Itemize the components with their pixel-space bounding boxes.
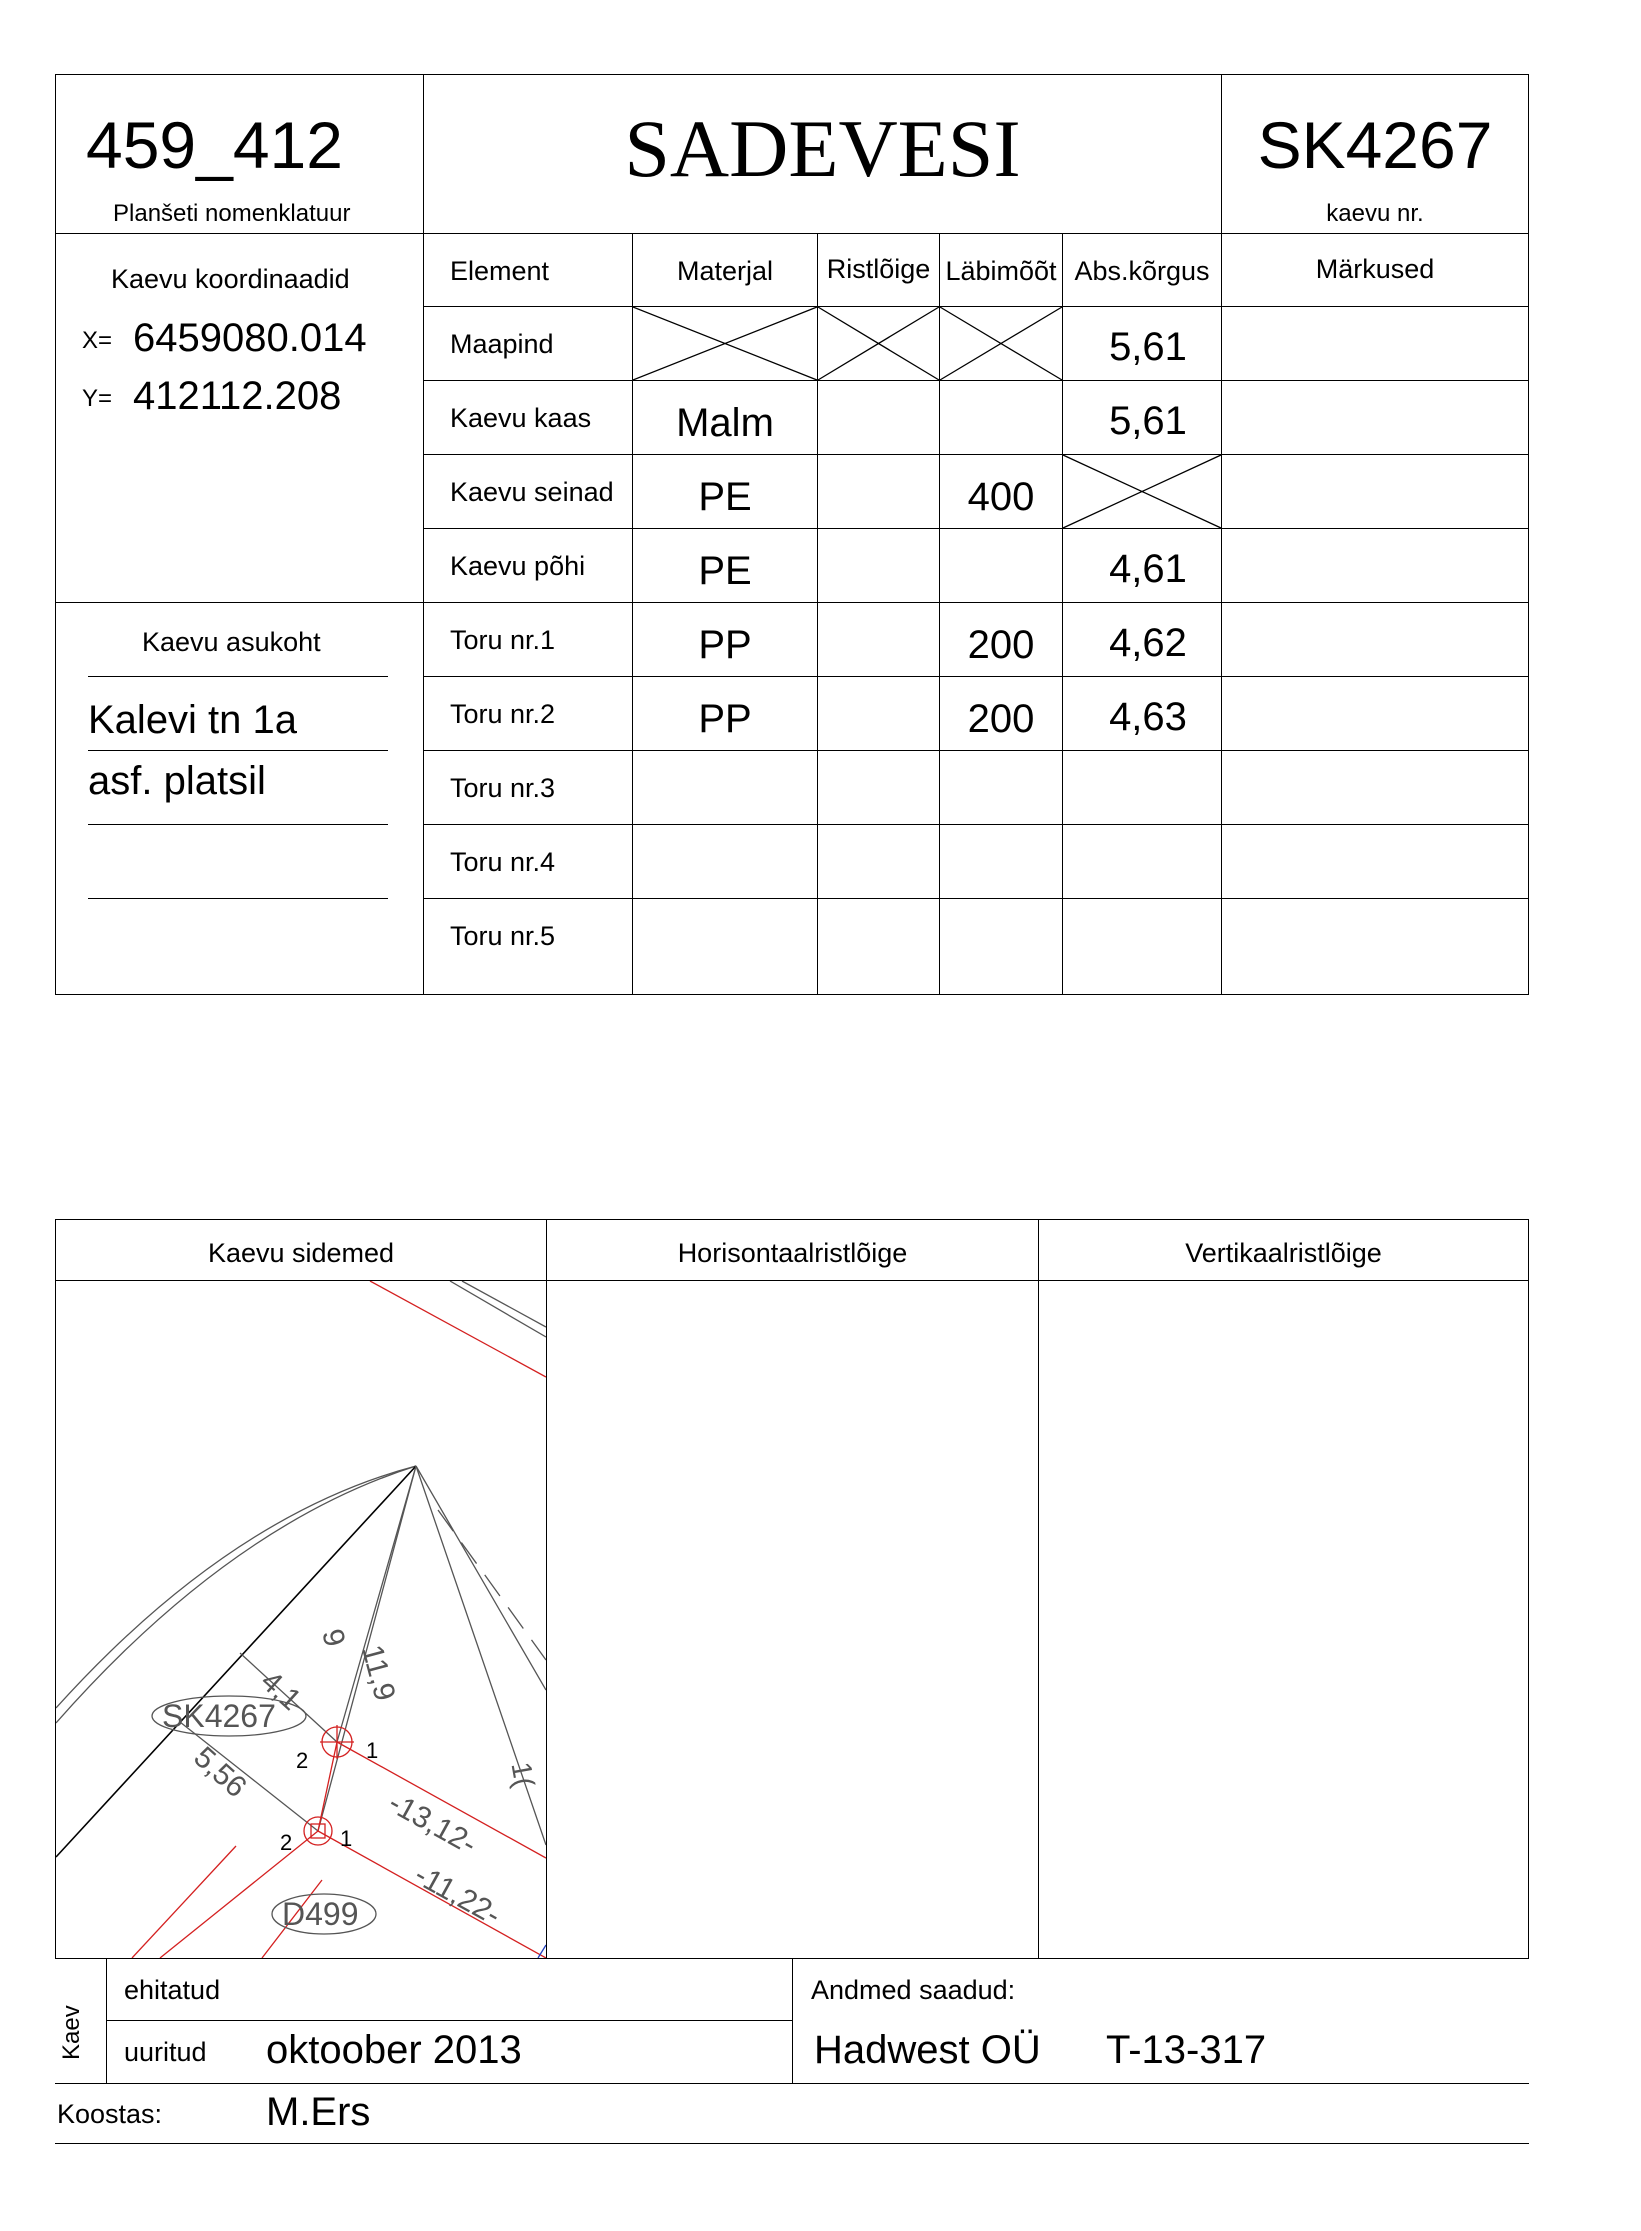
- footer-bottom-line: [55, 2143, 1529, 2144]
- lower-col-divider: [1038, 1219, 1039, 1958]
- row-element: Kaevu kaas: [450, 403, 592, 433]
- row-element: Toru nr.5: [450, 921, 556, 951]
- header-element: Element: [450, 256, 550, 286]
- row-element: Toru nr.2: [450, 699, 556, 729]
- sidemed-title: Kaevu sidemed: [207, 1238, 395, 1268]
- lower-frame-top: [55, 1219, 1529, 1220]
- pipe-number: 2: [280, 1830, 293, 1855]
- header-section: Ristlõige: [826, 254, 931, 284]
- footer-kaev-divider: [106, 1958, 107, 2084]
- footer-line: [55, 2083, 1529, 2084]
- author-label: Koostas:: [57, 2099, 163, 2129]
- page-title: SADEVESI: [624, 103, 1021, 194]
- dimension-9: 9: [315, 1625, 352, 1651]
- x-label: X=: [82, 327, 113, 354]
- measured-value: oktoober 2013: [266, 2028, 522, 2072]
- footer-mid-line: [106, 2020, 793, 2021]
- lower-col-divider: [546, 1219, 547, 1958]
- location-line2: asf. platsil: [88, 759, 266, 803]
- row-height: 4,63: [1109, 695, 1187, 739]
- pipe-number: 1: [366, 1738, 379, 1763]
- dimension-11-22: -11,22-: [408, 1858, 507, 1933]
- lower-frame-left: [55, 1219, 56, 1958]
- row-height: 5,61: [1109, 325, 1187, 369]
- row-element: Toru nr.4: [450, 847, 556, 877]
- header-material: Materjal: [676, 256, 774, 286]
- location-line1: Kalevi tn 1a: [88, 698, 298, 742]
- row-element: Maapind: [450, 329, 554, 359]
- dimension-11-9: 11,9: [355, 1641, 402, 1705]
- row-element: Toru nr.1: [450, 625, 556, 655]
- row-element: Kaevu põhi: [450, 551, 586, 581]
- built-label: ehitatud: [124, 1975, 221, 2005]
- lower-header-separator: [55, 1280, 1529, 1281]
- well-label-sk4267: SK4267: [162, 1698, 276, 1734]
- row-height: 5,61: [1109, 399, 1187, 443]
- measured-label: uuritud: [124, 2037, 207, 2067]
- dimension-4-1: 4,1: [254, 1664, 308, 1717]
- structure-label-d499: D499: [282, 1896, 359, 1932]
- kaev-label: Kaev: [58, 2005, 85, 2060]
- row-height: 4,61: [1109, 547, 1187, 591]
- y-label: Y=: [82, 385, 113, 412]
- row-diameter: 200: [967, 623, 1035, 667]
- footer-middle-divider: [792, 1958, 793, 2084]
- edge-mark: 1(: [505, 1759, 541, 1790]
- row-material: PE: [698, 549, 752, 593]
- well-number: SK4267: [1257, 108, 1493, 182]
- vertical-section-title: Vertikaalristlõige: [1185, 1238, 1382, 1268]
- dimension-13-12: -13,12-: [382, 1786, 483, 1862]
- row-height: 4,62: [1109, 621, 1187, 665]
- header-height: Abs.kõrgus: [1074, 256, 1210, 286]
- data-code: T-13-317: [1106, 2028, 1267, 2072]
- coordinates-label: Kaevu koordinaadid: [111, 264, 350, 294]
- lower-frame-right: [1528, 1219, 1529, 1958]
- row-element: Toru nr.3: [450, 773, 556, 803]
- header-diameter: Läbimõõt: [945, 256, 1057, 286]
- dimension-5-56: 5,56: [187, 1740, 253, 1805]
- sheet-number: 459_412: [86, 108, 343, 182]
- location-label: Kaevu asukoht: [142, 627, 321, 657]
- header-notes: Märkused: [1315, 254, 1435, 284]
- row-diameter: 200: [967, 697, 1035, 741]
- sheet-label: Planšeti nomenklatuur: [113, 200, 351, 227]
- x-value: 6459080.014: [133, 316, 367, 360]
- row-material: PE: [698, 475, 752, 519]
- row-material: Malm: [676, 401, 774, 445]
- data-company: Hadwest OÜ: [814, 2028, 1041, 2072]
- pipe-number: 1: [340, 1826, 353, 1851]
- horizontal-section-title: Horisontaalristlõige: [677, 1238, 908, 1268]
- row-element: Kaevu seinad: [450, 477, 614, 507]
- pipe-number: 2: [296, 1748, 309, 1773]
- row-material: PP: [698, 623, 752, 667]
- y-value: 412112.208: [133, 374, 342, 418]
- well-number-label: kaevu nr.: [1326, 200, 1424, 227]
- row-diameter: 400: [967, 475, 1035, 519]
- author-value: M.Ers: [266, 2090, 371, 2134]
- row-material: PP: [698, 697, 752, 741]
- data-source-label: Andmed saadud:: [811, 1975, 1016, 2005]
